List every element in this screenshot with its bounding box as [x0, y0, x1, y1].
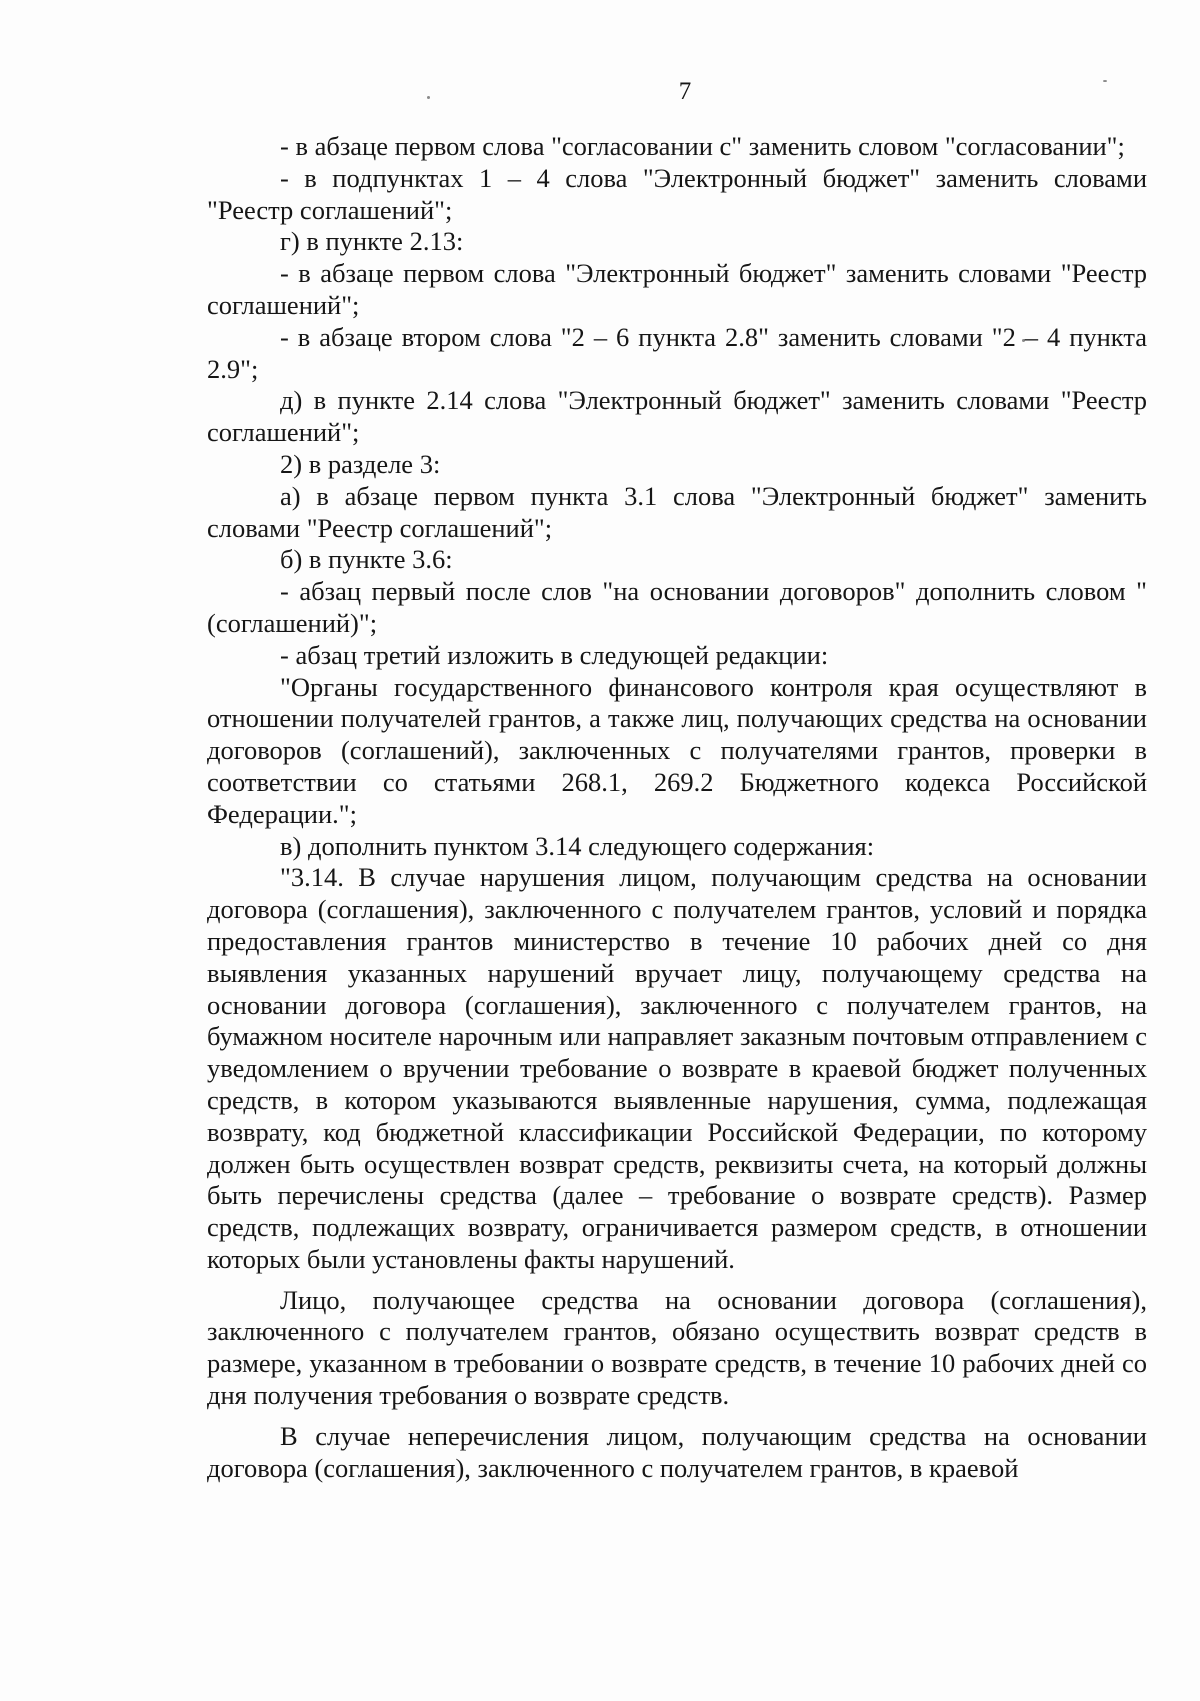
paragraph: г) в пункте 2.13: — [280, 226, 464, 257]
document-body — [207, 131, 1147, 1484]
paragraph: - в абзаце первом слова "согласовании с" заменить словом "согласовании"; — [280, 131, 1125, 161]
paragraph: б) в пункте 3.6: — [280, 544, 453, 575]
paragraph: а) в абзаце первом пункта 3.1 слова "Электронный бюджет" заменить словами "Реестр соглашений"; — [207, 480, 1147, 543]
paragraph: "3.14. В случае нарушения лицом, получающим средства на основании договора (соглашения), заключенного с получателем грантов, условий и порядка предоставления грантов министерство в течение 10 рабочих дней со дня выявления указанных нарушений вручает лицу, получающему средства на основании договора (соглашения), заключенного с получателем грантов, на бумажном носителе нарочным или направляет заказным почтовым отправлением с уведомлением о вручении требование о возврате в краевой бюджет полученных средств, в котором указываются выявленные нарушения, сумма, подлежащая возврату, код бюджетной классификации Российской Федерации, по которому должен быть осуществлен возврат средств, реквизиты счета, на который должны быть перечислены средства (далее – требование о возврате средств). Размер средств, подлежащих возврату, ограничивается размером средств, в отношении которых были установлены факты нарушений. — [207, 862, 1147, 1274]
paragraph: - в подпунктах 1 – 4 слова "Электронный бюджет" заменить словами "Реестр соглашений"; — [207, 162, 1147, 225]
paragraph: Лицо, получающее средства на основании договора (соглашения), заключенного с получателем грантов, обязано осуществить возврат средств в размере, указанном в требовании о возврате средств, в течение 10 рабочих дней со дня получения требования о возврате средств. — [207, 1284, 1147, 1411]
paragraph: в) дополнить пунктом 3.14 следующего содержания: — [280, 830, 875, 861]
paragraph: - в абзаце втором слова "2 – 6 пункта 2.8" заменить словами "2 – 4 пункта 2.9"; — [207, 321, 1147, 384]
paragraph: 2) в разделе 3: — [280, 448, 441, 479]
paragraph: - абзац первый после слов "на основании договоров" дополнить словом "(соглашений)"; — [207, 576, 1147, 638]
paragraph: - абзац третий изложить в следующей редакции: — [280, 639, 829, 670]
paragraph: В случае неперечисления лицом, получающим средства на основании договора (соглашения), заключенного с получателем грантов, в краевой — [207, 1420, 1147, 1483]
paragraph: - в абзаце первом слова "Электронный бюджет" заменить словами "Реестр соглашений"; — [207, 258, 1147, 320]
page-number: 7 — [678, 78, 692, 105]
paragraph: д) в пункте 2.14 слова "Электронный бюджет" заменить словами "Реестр соглашений"; — [207, 385, 1147, 448]
paragraph: "Органы государственного финансового контроля края осуществляют в отношении получателей грантов, а также лиц, получающих средства на основании договоров (соглашений), заключенных с получателями грантов, проверки в соответствии со статьями 268.1, 269.2 Бюджетного кодекса Российской Федерации."; — [207, 671, 1147, 829]
